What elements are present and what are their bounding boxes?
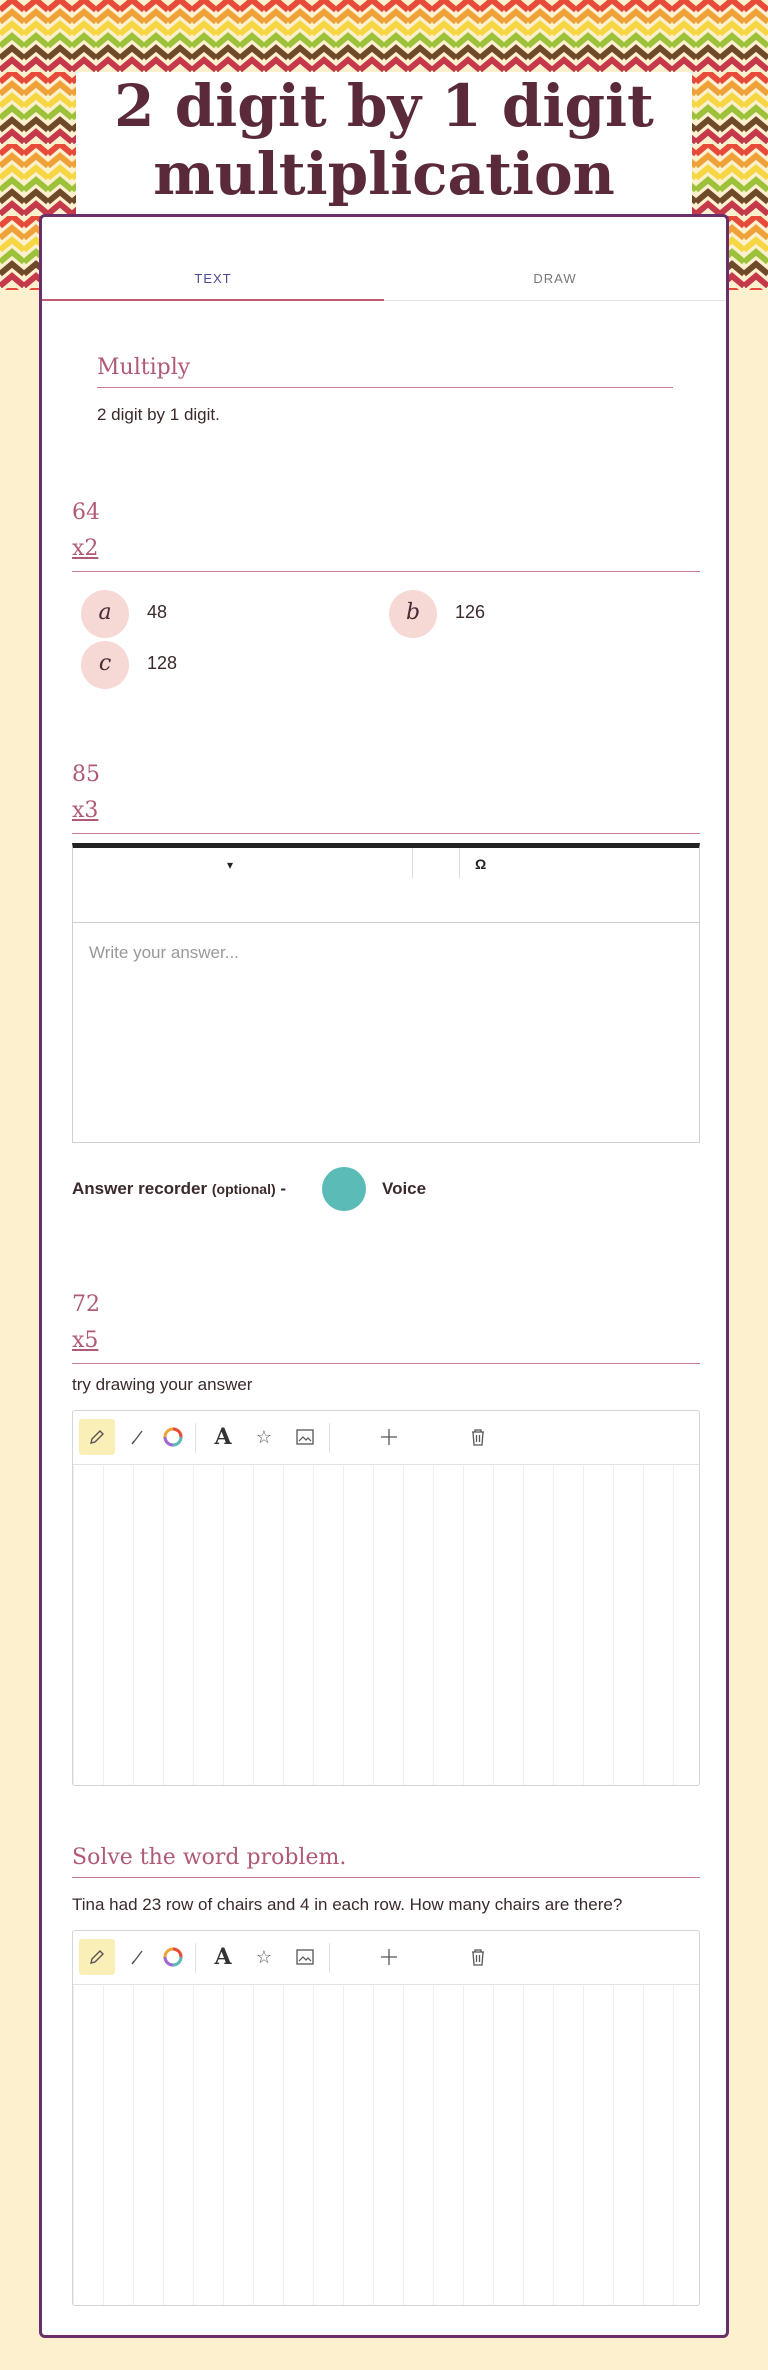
voice-label: Voice: [382, 1179, 427, 1198]
toolbar-divider: [329, 1423, 330, 1453]
drawing-area[interactable]: [73, 1466, 699, 1786]
brush-icon[interactable]: [120, 1419, 156, 1455]
toolbar-divider: [195, 1423, 196, 1453]
trash-icon[interactable]: [460, 1939, 496, 1975]
answer-recorder: [72, 1167, 700, 1211]
caret-down-icon[interactable]: ▾: [227, 858, 234, 872]
image-icon[interactable]: [287, 1939, 323, 1975]
choice-b[interactable]: [389, 590, 639, 638]
drawing-toolbar: [73, 1411, 699, 1465]
recorder-optional: (optional): [211, 1181, 276, 1197]
choice-a[interactable]: [81, 590, 331, 638]
text-tool-icon[interactable]: A: [214, 1424, 232, 1450]
star-icon[interactable]: ☆: [255, 1426, 273, 1447]
recorder-label-group: [72, 1179, 286, 1199]
problem-2-line1: 85: [72, 762, 100, 787]
answer-editor[interactable]: [72, 843, 700, 1143]
intro-description: 2 digit by 1 digit.: [97, 405, 220, 424]
problem-1-line2: x2: [72, 536, 99, 561]
answer-textarea-placeholder[interactable]: Write your answer...: [89, 943, 239, 962]
problem-2: [72, 757, 700, 834]
problem-3: [72, 1287, 700, 1364]
tab-bar: [42, 257, 726, 301]
choice-value: 128: [147, 653, 178, 673]
pencil-icon[interactable]: [79, 1419, 115, 1455]
recorder-label: Answer recorder: [72, 1179, 208, 1198]
problem-1-line1: 64: [72, 500, 100, 525]
word-problem-text: Tina had 23 row of chairs and 4 in each row. How many chairs are there?: [72, 1895, 623, 1914]
toolbar-divider: [329, 1943, 330, 1973]
choice-letter: a: [81, 590, 129, 638]
image-icon[interactable]: [287, 1419, 323, 1455]
word-problem-heading: Solve the word problem.: [72, 1841, 700, 1878]
choice-letter: c: [81, 641, 129, 689]
move-icon[interactable]: [371, 1419, 407, 1455]
choice-c[interactable]: [81, 641, 331, 689]
color-picker-icon[interactable]: [155, 1939, 191, 1975]
recorder-dash: -: [280, 1179, 287, 1198]
intro-heading: Multiply: [97, 351, 673, 388]
drawing-toolbar: [73, 1931, 699, 1985]
record-voice-button[interactable]: [322, 1167, 366, 1211]
tab-draw[interactable]: DRAW: [533, 271, 577, 286]
text-tool-icon[interactable]: A: [214, 1944, 232, 1970]
drawing-canvas-1: [72, 1410, 700, 1786]
drawing-area[interactable]: [73, 1986, 699, 2306]
problem-3-line2: x5: [72, 1328, 99, 1353]
editor-toolbar: [73, 848, 699, 923]
choice-value: 48: [147, 602, 168, 622]
problem-3-line1: 72: [72, 1292, 100, 1317]
special-characters-button[interactable]: Ω: [475, 856, 487, 872]
move-icon[interactable]: [371, 1939, 407, 1975]
toolbar-divider: [459, 848, 460, 878]
page-title: 2 digit by 1 digit multiplication: [114, 72, 654, 208]
choice-value: 126: [455, 602, 486, 622]
choice-letter: b: [389, 590, 437, 638]
trash-icon[interactable]: [460, 1419, 496, 1455]
toolbar-divider: [195, 1943, 196, 1973]
problem-2-line2: x3: [72, 798, 99, 823]
color-picker-icon[interactable]: [155, 1419, 191, 1455]
pencil-icon[interactable]: [79, 1939, 115, 1975]
worksheet-card: [39, 214, 729, 2338]
problem-1: [72, 495, 700, 572]
toolbar-divider: [412, 848, 413, 878]
drawing-canvas-2: [72, 1930, 700, 2306]
tab-text[interactable]: TEXT: [42, 257, 384, 301]
brush-icon[interactable]: [120, 1939, 156, 1975]
star-icon[interactable]: ☆: [255, 1946, 273, 1967]
problem-3-prompt: try drawing your answer: [72, 1375, 253, 1394]
